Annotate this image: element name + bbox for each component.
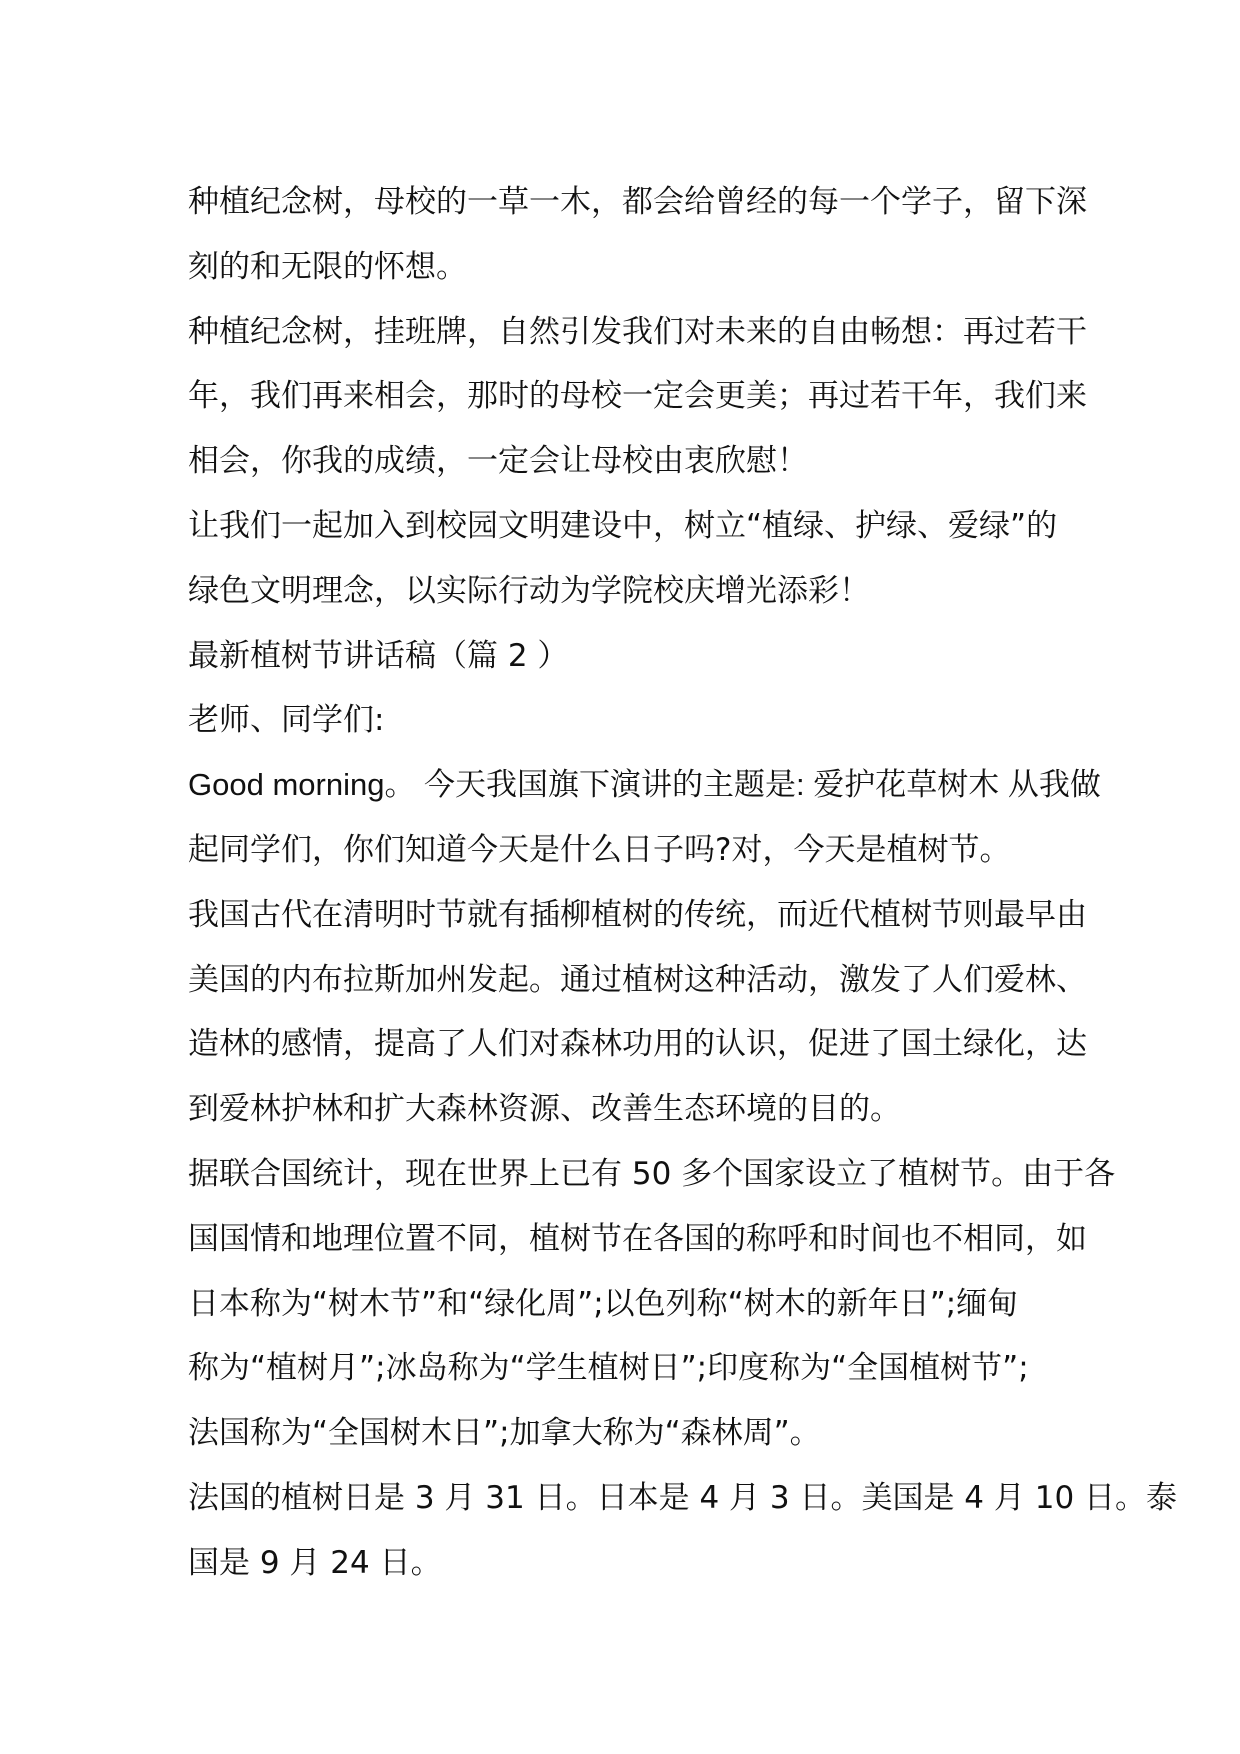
text-line: 法国的植树日是 3 月 31 日。日本是 4 月 3 日。美国是 4 月 10 日。泰 (188, 1479, 1178, 1516)
text-line: 相会，你我的成绩，一定会让母校由衷欣慰！ (188, 443, 808, 480)
section-heading: 最新植树节讲话稿（篇 2 ） (188, 637, 569, 674)
text-line: 造林的感情，提高了人们对森林功用的认识，促进了国土绿化，达 (188, 1026, 1087, 1063)
text-line: 种植纪念树，挂班牌，自然引发我们对未来的自由畅想：再过若干 (188, 313, 1087, 350)
text-line: 绿色文明理念，以实际行动为学院校庆增光添彩！ (188, 572, 870, 609)
text-line: 到爱林护林和扩大森林资源、改善生态环境的目的。 (188, 1091, 901, 1128)
text-line: 种植纪念树，母校的一草一木，都会给曾经的每一个学子，留下深 (188, 184, 1087, 220)
text-line: 国国情和地理位置不同，植树节在各国的称呼和时间也不相同，如 (188, 1220, 1087, 1257)
text-line: 让我们一起加入到校园文明建设中，树立“植绿、护绿、爱绿”的 (188, 507, 1058, 544)
document-body (188, 170, 1178, 1596)
text-line: 年，我们再来相会，那时的母校一定会更美；再过若干年，我们来 (188, 378, 1087, 415)
text-line: 国是 9 月 24 日。 (188, 1544, 442, 1581)
text-line: 称为“植树月”;冰岛称为“学生植树日”;印度称为“全国植树节”; (188, 1350, 1029, 1387)
text-line: 美国的内布拉斯加州发起。通过植树这种活动，激发了人们爱林、 (188, 961, 1087, 998)
text-line: 我国古代在清明时节就有插柳植树的传统，而近代植树节则最早由 (188, 896, 1087, 933)
text-line: 法国称为“全国树木日”;加拿大称为“森林周”。 (188, 1415, 821, 1452)
text-line: Good morning。 今天我国旗下演讲的主题是: 爱护花草树木 从我做 (188, 767, 1101, 803)
text-line: 日本称为“树木节”和“绿化周”;以色列称“树木的新年日”;缅甸 (188, 1285, 1019, 1322)
text-line: 刻的和无限的怀想。 (188, 248, 467, 285)
text-line: 据联合国统计，现在世界上已有 50 多个国家设立了植树节。由于各 (188, 1155, 1116, 1192)
text-line: 起同学们，你们知道今天是什么日子吗?对，今天是植树节。 (188, 831, 1011, 868)
salutation: 老师、同学们: (188, 702, 385, 739)
